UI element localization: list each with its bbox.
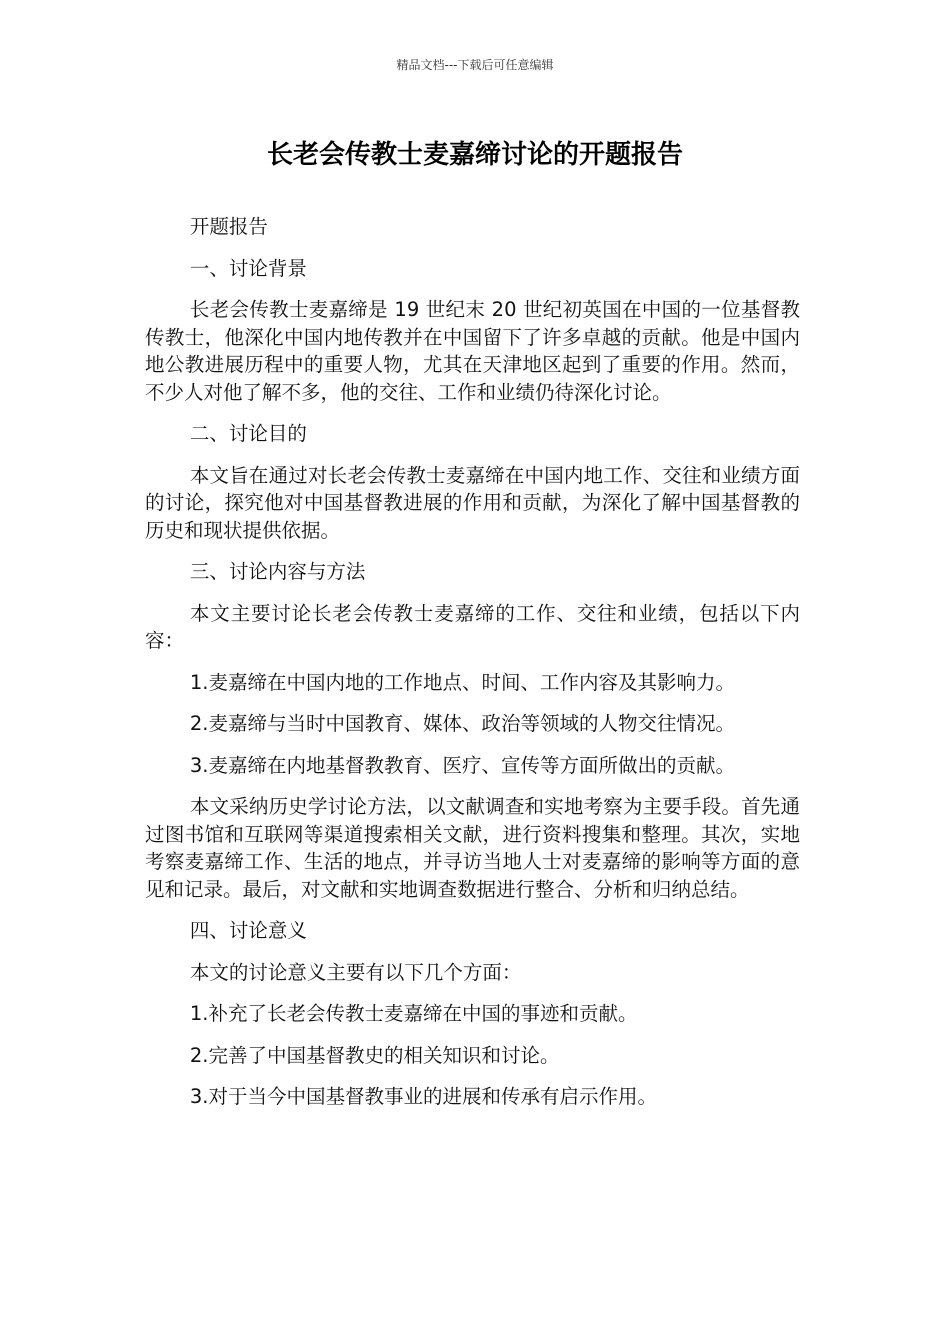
paragraph-method: 本文采纳历史学讨论方法，以文献调查和实地考察为主要手段。首先通过图书馆和互联网等渠道搜索相关文献，进行资料搜集和整理。其次，实地考察麦嘉缔工作、生活的地点，并寻访当地人士对麦嘉缔的影响等方面的意见和记录。最后，对文献和实地调查数据进行整合、分析和归纳总结。 <box>145 795 800 901</box>
section-heading-background: 一、讨论背景 <box>189 256 307 280</box>
paragraph-significance-intro: 本文的讨论意义主要有以下几个方面： <box>189 960 522 984</box>
list-item-significance-1: 1.补充了长老会传教士麦嘉缔在中国的事迹和贡献。 <box>189 1002 638 1025</box>
section-heading-content-method: 三、讨论内容与方法 <box>189 560 366 583</box>
paragraph-content-intro: 本文主要讨论长老会传教士麦嘉缔的工作、交往和业绩，包括以下内容： <box>145 601 800 652</box>
list-item-content-1: 1.麦嘉缔在中国内地的工作地点、时间、工作内容及其影响力。 <box>189 670 735 694</box>
list-item-content-2: 2.麦嘉缔与当时中国教育、媒体、政治等领域的人物交往情况。 <box>189 712 735 735</box>
paragraph-background: 长老会传教士麦嘉缔是 19 世纪末 20 世纪初英国在中国的一位基督教传教士，他深化中国内地传教并在中国留下了许多卓越的贡献。他是中国内地公教进展历程中的重要人物，尤其在天津地区起到了重要的作用。然而，不少人对他了解不多，他的交往、工作和业绩仍待深化讨论。 <box>145 298 800 404</box>
list-item-content-3: 3.麦嘉缔在内地基督教教育、医疗、宣传等方面所做出的贡献。 <box>189 753 735 777</box>
list-item-significance-3: 3.对于当今中国基督教事业的进展和传承有启示作用。 <box>189 1085 657 1108</box>
page-header-watermark: 精品文档---下载后可任意编辑 <box>396 58 554 72</box>
section-heading-purpose: 二、讨论目的 <box>189 422 307 445</box>
section-label-report: 开题报告 <box>189 215 268 238</box>
list-item-significance-2: 2.完善了中国基督教史的相关知识和讨论。 <box>189 1043 560 1067</box>
document-body <box>145 213 800 1125</box>
paragraph-purpose: 本文旨在通过对长老会传教士麦嘉缔在中国内地工作、交往和业绩方面的讨论，探究他对中国基督教进展的作用和贡献，为深化了解中国基督教的历史和现状提供依据。 <box>145 463 800 542</box>
document-title: 长老会传教士麦嘉缔讨论的开题报告 <box>266 140 683 170</box>
section-heading-significance: 四、讨论意义 <box>189 919 307 942</box>
